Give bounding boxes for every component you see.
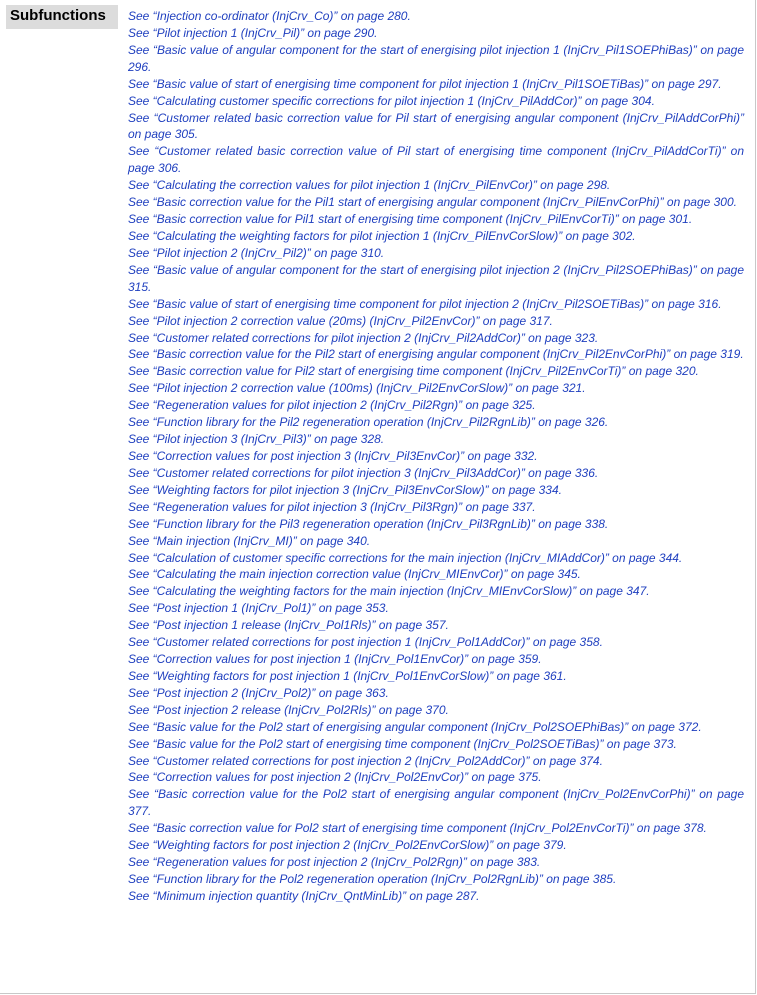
cross-reference-link[interactable]: See “Post injection 1 (InjCrv_Pol1)” on page 353. [128, 601, 389, 616]
cross-reference-link[interactable]: See “Calculating the main injection correction value (InjCrv_MIEnvCor)” on page 345. [128, 567, 581, 582]
cross-reference-link[interactable]: See “Customer related corrections for post injection 2 (InjCrv_Pol2AddCor)” on page 374. [128, 753, 603, 768]
cross-reference-link[interactable]: See “Post injection 1 release (InjCrv_Pol1Rls)” on page 357. [128, 618, 449, 633]
cross-reference-link[interactable]: See “Basic value for the Pol2 start of energising angular component (InjCrv_Pol2SOEPhiBas)” on page 372. [128, 719, 702, 734]
cross-reference-link[interactable]: See “Weighting factors for post injection 2 (InjCrv_Pol2EnvCorSlow)” on page 379. [128, 838, 567, 853]
cross-reference-link[interactable]: See “Correction values for post injection 1 (InjCrv_Pol1EnvCor)” on page 359. [128, 652, 542, 667]
cross-reference-link[interactable]: See “Customer related basic correction value of Pil start of energising time component (InjCrv_PilAddCorTi)” on page 306. [128, 144, 744, 176]
cross-reference-link[interactable]: See “Function library for the Pil3 regeneration operation (InjCrv_Pil3RgnLib)” on page 338. [128, 516, 609, 531]
section-label: Subfunctions [6, 5, 118, 29]
reference-list [128, 8, 744, 905]
cross-reference-link[interactable]: See “Customer related corrections for pilot injection 2 (InjCrv_Pil2AddCor)” on page 323. [128, 330, 599, 345]
cross-reference-link[interactable]: See “Regeneration values for pilot injection 3 (InjCrv_Pil3Rgn)” on page 337. [128, 499, 536, 514]
cross-reference-link[interactable]: See “Weighting factors for pilot injection 3 (InjCrv_Pil3EnvCorSlow)” on page 334. [128, 482, 562, 497]
cross-reference-link[interactable]: See “Calculation of customer specific corrections for the main injection (InjCrv_MIAddCor)” on page 344. [128, 550, 683, 565]
cross-reference-link[interactable]: See “Injection co-ordinator (InjCrv_Co)” on page 280. [128, 9, 411, 23]
cross-reference-link[interactable]: See “Basic correction value for the Pil1 start of energising angular component (InjCrv_PilEnvCorPhi)” on page 300. [128, 195, 737, 210]
cross-reference-link[interactable]: See “Pilot injection 1 (InjCrv_Pil)” on page 290. [128, 25, 378, 40]
cross-reference-link[interactable]: See “Customer related corrections for pilot injection 3 (InjCrv_Pil3AddCor)” on page 336. [128, 465, 599, 480]
cross-reference-link[interactable]: See “Minimum injection quantity (InjCrv_QntMinLib)” on page 287. [128, 888, 480, 903]
cross-reference-link[interactable]: See “Basic correction value for Pil1 start of energising time component (InjCrv_PilEnvCorTi)” on page 301. [128, 212, 693, 227]
cross-reference-link[interactable]: See “Basic value of angular component for the start of energising pilot injection 1 (InjCrv_Pil1SOEPhiBas)” on page 296. [128, 42, 744, 74]
cross-reference-link[interactable]: See “Basic value of start of energising time component for pilot injection 1 (InjCrv_Pil1SOETiBas)” on page 297. [128, 76, 722, 91]
cross-reference-link[interactable]: See “Function library for the Pil2 regeneration operation (InjCrv_Pil2RgnLib)” on page 326. [128, 415, 609, 430]
cross-reference-link[interactable]: See “Customer related corrections for post injection 1 (InjCrv_Pol1AddCor)” on page 358. [128, 635, 603, 650]
cross-reference-link[interactable]: See “Calculating the weighting factors for pilot injection 1 (InjCrv_PilEnvCorSlow)” on page 302. [128, 228, 636, 243]
cross-reference-link[interactable]: See “Calculating customer specific corrections for pilot injection 1 (InjCrv_PilAddCor)” on page 304. [128, 93, 655, 108]
cross-reference-link[interactable]: See “Weighting factors for post injection 1 (InjCrv_Pol1EnvCorSlow)” on page 361. [128, 668, 567, 683]
cross-reference-link[interactable]: See “Correction values for post injection 3 (InjCrv_Pil3EnvCor)” on page 332. [128, 448, 538, 463]
cross-reference-link[interactable]: See “Regeneration values for pilot injection 2 (InjCrv_Pil2Rgn)” on page 325. [128, 398, 536, 413]
cross-reference-link[interactable]: See “Regeneration values for post injection 2 (InjCrv_Pol2Rgn)” on page 383. [128, 855, 541, 870]
cross-reference-link[interactable]: See “Calculating the weighting factors for the main injection (InjCrv_MIEnvCorSlow)” on page 347. [128, 584, 650, 599]
cross-reference-link[interactable]: See “Pilot injection 2 correction value (100ms) (InjCrv_Pil2EnvCorSlow)” on page 321. [128, 381, 586, 396]
cross-reference-link[interactable]: See “Basic correction value for the Pil2 start of energising angular component (InjCrv_Pil2EnvCorPhi)” on page 319. [128, 347, 744, 362]
cross-reference-link[interactable]: See “Post injection 2 release (InjCrv_Pol2Rls)” on page 370. [128, 702, 449, 717]
cross-reference-link[interactable]: See “Post injection 2 (InjCrv_Pol2)” on page 363. [128, 685, 389, 700]
cross-reference-link[interactable]: See “Customer related basic correction value for Pil start of energising angular component (InjCrv_PilAddCorPhi)” on page 305. [128, 110, 744, 142]
cross-reference-link[interactable]: See “Basic value for the Pol2 start of energising time component (InjCrv_Pol2SOETiBas)” on page 373. [128, 736, 677, 751]
cross-reference-link[interactable]: See “Calculating the correction values for pilot injection 1 (InjCrv_PilEnvCor)” on page 298. [128, 178, 611, 193]
cross-reference-link[interactable]: See “Basic correction value for Pol2 start of energising time component (InjCrv_Pol2EnvCorTi)” on page 378. [128, 821, 707, 836]
cross-reference-link[interactable]: See “Basic value of start of energising time component for pilot injection 2 (InjCrv_Pil2SOETiBas)” on page 316. [128, 296, 722, 311]
cross-reference-link[interactable]: See “Pilot injection 2 (InjCrv_Pil2)” on page 310. [128, 245, 385, 260]
cross-reference-link[interactable]: See “Pilot injection 3 (InjCrv_Pil3)” on page 328. [128, 432, 385, 447]
cross-reference-link[interactable]: See “Basic correction value for Pil2 start of energising time component (InjCrv_Pil2EnvCorTi)” on page 320. [128, 364, 699, 379]
cross-reference-link[interactable]: See “Function library for the Pol2 regeneration operation (InjCrv_Pol2RgnLib)” on page 385. [128, 872, 617, 887]
cross-reference-link[interactable]: See “Basic value of angular component for the start of energising pilot injection 2 (InjCrv_Pil2SOEPhiBas)” on page 315. [128, 262, 744, 294]
cross-reference-link[interactable]: See “Pilot injection 2 correction value (20ms) (InjCrv_Pil2EnvCor)” on page 317. [128, 313, 553, 328]
cross-reference-link[interactable]: See “Basic correction value for the Pol2 start of energising angular component (InjCrv_Pol2EnvCorPhi)” on page 377. [128, 787, 744, 819]
cross-reference-link[interactable]: See “Correction values for post injection 2 (InjCrv_Pol2EnvCor)” on page 375. [128, 770, 542, 785]
cross-reference-link[interactable]: See “Main injection (InjCrv_MI)” on page 340. [128, 533, 371, 548]
